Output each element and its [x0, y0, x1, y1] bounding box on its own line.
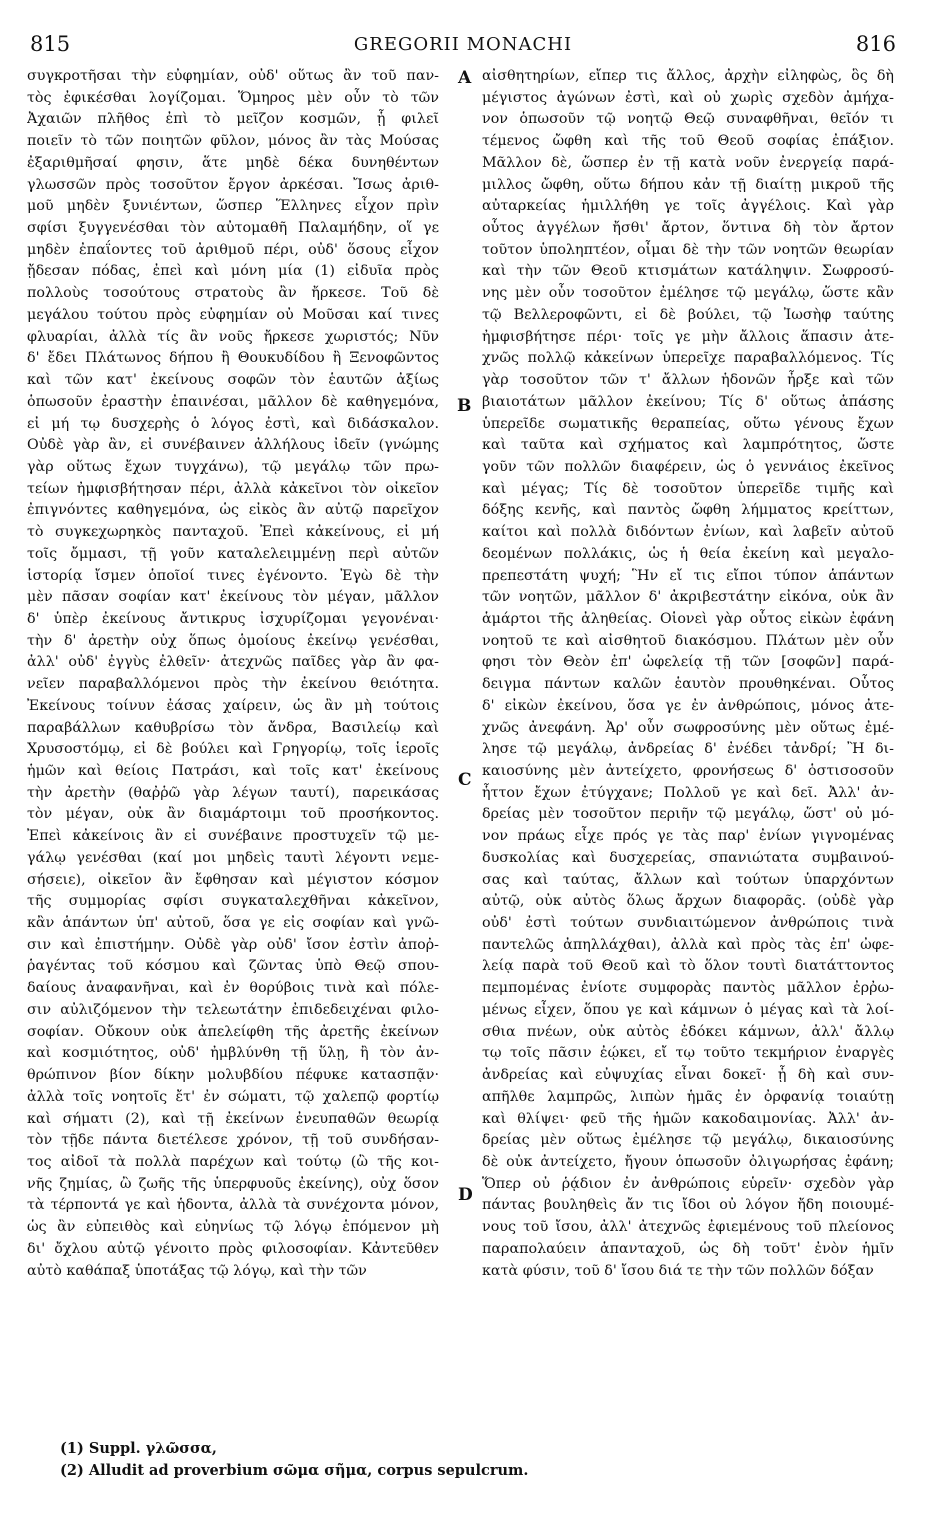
text-line: τος αἰδοῖ τὰ πολλὰ παρέχων καὶ τούτῳ (ὢ τῆς κοι-: [27, 1153, 439, 1170]
text-line: απῆλθε λαμπρῶς, λιπὼν ἡμᾶς ἐν ὀρφανίᾳ τοιαύτῃ: [482, 1088, 894, 1105]
text-line: αὐταρκείας ἡμιλλήθη γε τοῖς ἀγγέλοις. Καὶ γὰρ: [482, 198, 894, 215]
text-line: δαίους ἀναφανῆναι, καὶ ἐν θορύβοις τινὰ καὶ πόλε-: [27, 980, 439, 997]
text-line: μένως εἶχεν, ὅπου γε καὶ κάμνων ὁ μέγας καὶ τὰ λοί-: [482, 1001, 894, 1018]
text-line: καὶ τῶν κατ' ἐκείνους σοφῶν τὸν ἑαυτῶν ἀξίως: [27, 372, 439, 389]
text-line: αὐτῷ, οὐκ αὐτὸς ὅλως ἄρχων διαφορᾶς. (οὐδὲ γὰρ: [482, 893, 894, 910]
text-line: τὴν δ' ἀρετὴν οὐχ ὅπως ὁμοίους ἐκείνῳ γενέσθαι,: [27, 632, 439, 649]
text-line: καιοσύνης μὲν ἀντείχετο, φρονήσεως δ' ὁστισοσοῦν: [482, 763, 894, 779]
text-line: δεομένων πολλάκις, ὡς ἡ θεία ἐκείνη καὶ μεγαλο-: [482, 545, 894, 562]
text-line: ὁπωσοῦν ἐραστὴν ἐπαινέσαι, μᾶλλον δὲ καθηγεμόνα,: [27, 393, 439, 410]
text-line: μιλλος ὤφθη, οὕτω δήπου κἀν τῇ διαίτῃ μικροῦ τῆς: [482, 176, 894, 193]
page-header: [30, 32, 896, 60]
text-line: ἀνδρείας καὶ εὐψυχίας εἶναι δοκεῖ· ᾗ δὴ καὶ συν-: [482, 1067, 894, 1084]
text-line: καὶ τὴν τῶν Θεοῦ κτισμάτων κατάληψιν. Σωφροσύ-: [482, 263, 894, 280]
right-column: [482, 66, 894, 1282]
text-line: σιν καὶ ἐπιστήμην. Οὐδὲ γὰρ οὐδ' ἴσον ἐστὶν ἀποῤ-: [27, 936, 439, 953]
left-column: [27, 66, 439, 1282]
text-line: νεῖεν παραβαλλόμενοι πρὸς τὴν ἐκείνου θειότητα.: [27, 676, 439, 693]
text-line: σφίσι ξυγγενέσθαι τὸν αὐτομαθῆ Παλαμήδην, οἵ γε: [27, 220, 439, 237]
text-line: οὐδ' ἐστὶ τούτων συνδιαιτώμενον ἀνθρώποις τινὰ: [482, 915, 894, 932]
text-line: Οὐδὲ γὰρ ἂν, εἰ συνέβαινεν ἀλλήλους ἰδεῖν (γνώμης: [27, 437, 439, 454]
text-line: Ἐπεὶ κἀκείνοις ἂν εἰ συνέβαινε προστυχεῖν τῷ με-: [27, 828, 439, 845]
text-line: Ἐκείνους τοίνυν ἐάσας χαίρειν, ὡς ἂν μὴ τούτοις: [27, 697, 439, 714]
text-line: λείᾳ παρὰ τοῦ Θεοῦ καὶ τὸ ὅλον τουτὶ διατάττοντος: [482, 958, 894, 975]
text-line: καὶ θλίψει· φεῦ τῆς ἡμῶν κακοδαιμονίας. Ἀλλ' ἀν-: [482, 1110, 894, 1127]
text-line: αἰσθητηρίων, εἴπερ τις ἄλλος, ἀρχὴν εἰληφὼς, ὃς δὴ: [482, 68, 894, 84]
text-line: τὸς ἐφικέσθαι λογίζομαι. Ὅμηρος μὲν οὖν τὸ τῶν: [27, 89, 439, 106]
text-line: φησι τὸν Θεὸν ἐπ' ὠφελείᾳ τῇ τῶν [σοφῶν] παρά-: [482, 654, 894, 671]
text-line: ἀλλὰ τοῖς νοητοῖς ἔτ' ἐν σώματι, τῷ χαλεπῷ φορτίῳ: [27, 1088, 439, 1105]
text-line: πολλοὺς τοσούτους στρατοὺς ἂν ἤρκεσε. Τοῦ δὲ: [27, 285, 439, 302]
text-line: ποιεῖν τὸ τῶν ποιητῶν φῦλον, μόνος ἂν τὰς Μούσας: [27, 133, 439, 150]
text-line: πεμπομένας ἐνίοτε συμφορὰς παντὸς μᾶλλον ἐρῤω-: [482, 980, 894, 997]
text-line: καὶ ταῦτα καὶ σχήματος καὶ λαμπρότητος, ὥστε: [482, 437, 894, 454]
text-line: παντελῶς ἀπηλλάχθαι), ἀλλὰ καὶ πρὸς τὰς ἐπ' ὠφε-: [482, 936, 894, 953]
text-line: τῳ τοῖς πᾶσιν ἐῴκει, εἴ τῳ τοῦτο τεκμήριον ἐναργὲς: [482, 1045, 894, 1062]
text-line: ἱστορίᾳ ἴσμεν ὁποῖοί τινες ἐγένοντο. Ἐγὼ δὲ τὴν: [27, 567, 439, 584]
text-line: τὰ τέρποντά γε καὶ ἡδοντα, ἀλλὰ τὰ συνέχοντα μόνον,: [27, 1197, 439, 1214]
text-line: γλωσσῶν πρὸς τοσοῦτον ἔργον ἀρκέσαι. Ἴσως ἀριθ-: [27, 176, 439, 193]
text-line: εἰ μή τῳ δυσχερὴς ὁ λόγος ἐστὶ, καὶ διδάσκαλον.: [27, 415, 439, 432]
text-line: τέμενος ὤφθη καὶ τῆς τοῦ Θεοῦ σοφίας ἐπάξιον.: [482, 133, 894, 150]
text-line: παραπολαύειν ἁπανταχοῦ, ὡς δὴ τοῦτ' ἐνὸν ἡμῖν: [482, 1240, 894, 1257]
text-line: τὸν τῇδε πάντα διετέλεσε χρόνον, τῇ τοῦ συνδήσαν-: [27, 1132, 439, 1149]
page-number-left: 815: [30, 32, 71, 56]
text-line: φλυαρίαι, ἀλλὰ τίς ἂν νοῦς ἤρκεσε χωριστός; Νῦν: [27, 328, 439, 345]
text-line: ὡς ἂν εὐπειθὸς καὶ εὐηνίως τῷ λόγῳ ἑπόμενον μὴ: [27, 1219, 439, 1236]
footnote-2: (2) Alludit ad proverbium σῶμα σῆμα, corpus sepulcrum.: [60, 1462, 529, 1479]
text-line: λησε τῷ μεγάλῳ, ἀνδρείας δ' ἐνέδει τἀνδρί; Ἢ δι-: [482, 741, 894, 758]
text-line: καὶ μέγας; Τίς δὲ τοσοῦτον ὑπερεῖδε τιμῆς καὶ: [482, 480, 894, 497]
text-line: σιν αὐλιζόμενον τὴν τελεωτάτην ἐπιδεδειχέναι φιλο-: [27, 1001, 439, 1018]
text-line: νον ὁπωσοῦν τῷ νοητῷ Θεῷ συναφθῆναι, θεῖόν τι: [482, 111, 894, 128]
text-line: τῷ Βελλεροφῶντι, εἰ δὲ βούλει, τῷ Ἰωσὴφ ταύτης: [482, 306, 894, 323]
text-line: ἐπιγνόντες καθηγεμόνα, ὡς εἰκὸς ἂν αὐτῷ παρεῖχον: [27, 502, 439, 519]
text-line: γάλῳ γενέσθαι (καί μοι μηδεὶς ταυτὶ λέγοντι νεμε-: [27, 849, 439, 866]
text-line: νῆς ζημίας, ὢ ζωῆς τῆς ὑπερφυοῦς ἐκείνης), οὐχ ὅσον: [27, 1175, 439, 1192]
text-line: Χρυσοστόμῳ, εἰ δὲ βούλει καὶ Γρηγορίῳ, τοῖς ἱεροῖς: [27, 741, 439, 758]
text-line: πρεπεστάτη ψυχή; Ἣν εἴ τις εἴποι τύπον ἁπάντων: [482, 567, 894, 584]
page-number-right: 816: [855, 32, 896, 56]
section-marker-d: D: [458, 1185, 473, 1205]
text-line: δυσκολίας καὶ δυσχερείας, σπανιώτατα συμβαινού-: [482, 849, 894, 866]
text-line: καίτοι καὶ πολλὰ διδόντων ἐνίων, καὶ λαβεῖν αὐτοῦ: [482, 524, 894, 541]
text-line: δι' ὄχλου αὐτῷ γένοιτο πρὸς φιλοσοφίαν. Κἀντεῦθεν: [27, 1240, 439, 1257]
text-line: νον πράως εἶχε πρός γε τὰς παρ' ἐνίων γιγνομένας: [482, 828, 894, 845]
text-line: Ὅπερ οὐ ῥᾴδιον ἐν ἀνθρώποις εὑρεῖν· σχεδὸν γὰρ: [482, 1175, 894, 1192]
text-line: τοῦτον ὑποληπτέον, οἶμαι δὲ τὴν τῶν νοητῶν θεωρίαν: [482, 241, 894, 258]
text-line: ἧττον ἔχων ἐτύγχανε; Πολλοῦ γε καὶ δεῖ. Ἀλλ' ἀν-: [482, 784, 894, 801]
text-line: βιαιοτάτων μᾶλλον ἐκείνου; Τίς δ' οὕτως ἁπάσης: [482, 393, 894, 410]
text-line: παραβάλλων καθυβρίσω τὸν ἄνδρα, Βασιλείῳ καὶ: [27, 719, 439, 736]
text-line: γοῦν τῶν πολλῶν διαφέρειν, ὡς ὁ γεννάιος ἐκεῖνος: [482, 458, 894, 475]
text-line: δ' εἰκὼν ἐκείνου, ὅσα γε ἐν ἀνθρώποις, μόνος ἀτε-: [482, 697, 894, 714]
text-line: θρώπινον βίον δίκην μολυβδίου πέφυκε κατασπᾷν·: [27, 1067, 439, 1084]
text-line: συγκροτῆσαι τὴν εὐφημίαν, οὐδ' οὕτως ἂν τοῦ παν-: [27, 68, 439, 84]
text-line: δ' ἔδει Πλάτωνος δήπου ἢ Θουκυδίδου ἢ Ξενοφῶντος: [27, 350, 439, 367]
footnotes: [60, 1438, 760, 1482]
text-line: τὴν ἀρετὴν (θαῤῥῶ γὰρ λέγων ταυτί), παρεικάσας: [27, 784, 439, 801]
text-line: μοῦ μηδὲν ξυνιέντων, ὥσπερ Ἕλληνες εἶχον πρὶν: [27, 198, 439, 215]
text-line: κἂν ἁπάντων ὑπ' αὐτοῦ, ὅσα γε εἰς σοφίαν καὶ γνῶ-: [27, 915, 439, 932]
text-line: χνῶς ἀνεφάνη. Ἀρ' οὖν σωφροσύνης μὲν οὕτως ἐμέ-: [482, 719, 894, 736]
text-line: τὸν μέγαν, οὐκ ἂν διαμάρτοιμι τοῦ προσήκοντος.: [27, 806, 439, 823]
text-line: τῶν νοητῶν, μᾶλλον δ' ἀκριβεστάτην εἰκόνα, οὐκ ἂν: [482, 589, 894, 606]
text-line: ῥαγέντας τοῦ κόσμου καὶ ζῶντας ὑπὸ Θεῷ σπου-: [27, 958, 439, 975]
text-line: ἡμῶν καὶ θείοις Πατράσι, καὶ τοῖς κατ' ἐκείνους: [27, 763, 439, 779]
text-line: τῆς συμμορίας σφίσι συγκαταλεχθῆναι κἀκεῖνον,: [27, 893, 439, 910]
text-line: τὸ συγκεχωρηκὸς πανταχοῦ. Ἐπεὶ κἀκείνους, εἰ μή: [27, 524, 439, 541]
text-line: μεγάλου τούτου πρὸς εὐφημίαν οὐ Μοῦσαι καί τινες: [27, 306, 439, 323]
section-marker-a: A: [458, 68, 472, 88]
text-line: ἠμφισβήτησε πέρι· τοῖς γε μὴν ἄλλοις ἅπασιν ἀτε-: [482, 328, 894, 345]
text-line: πάντας βουληθεὶς ἄν τις ἴδοι οὐ λόγον ἤδη ποιουμέ-: [482, 1197, 894, 1214]
text-line: μηδὲν ἐπαΐοντες τοῦ ἀριθμοῦ πέρι, οὐδ' ὅσους εἶχον: [27, 241, 439, 258]
text-line: σήσειε), οἰκεῖον ἂν ἔφθησαν καὶ μέγιστον κόσμον: [27, 871, 439, 888]
text-line: ἀλλ' οὐδ' ἐγγὺς ἐλθεῖν· ἀτεχνῶς παῖδες γὰρ ἂν φα-: [27, 654, 439, 671]
text-line: νοητοῦ τε καὶ αἰσθητοῦ διακόσμου. Πλάτων μὲν οὖν: [482, 632, 894, 649]
text-line: ὑπερεῖδε σωματικῆς θεραπείας, οὕτω γένους ἔχων: [482, 415, 894, 432]
text-line: Μᾶλλον δὲ, ὥσπερ ἐν τῇ κατὰ νοῦν ἐνεργείᾳ παρά-: [482, 154, 894, 171]
text-line: νους τοῦ ἴσου, ἀλλ' ἀτεχνῶς ἐφιεμένους τοῦ πλείονος: [482, 1219, 894, 1236]
text-line: κατὰ φύσιν, τοῦ δ' ἴσου διά τε τὴν τῶν πολλῶν δόξαν: [482, 1262, 874, 1279]
text-line: τείων ἠμφισβήτησαν πέρι, ἀλλὰ κἀκεῖνοι τὸν οἰκεῖον: [27, 480, 439, 497]
text-line: σοφίαν. Οὔκουν οὐκ ἀπελείφθη τῆς ἀρετῆς ἐκείνων: [27, 1023, 439, 1040]
section-marker-b: B: [457, 396, 472, 416]
text-line: ἐξαριθμῆσαί φησιν, ἅτε μηδὲ δέκα δυνηθέντων: [27, 154, 439, 171]
text-line: ᾔδεσαν πόδας, ἐπεὶ καὶ μόνη μία (1) εἰδυῖα πρὸς: [27, 263, 439, 280]
text-line: καὶ κοσμιότητος, οὐδ' ἠμβλύνθη τῇ ὕλῃ, ἢ τὸν ἀν-: [27, 1045, 439, 1062]
text-line: ἁμάρτοι τῆς ἀληθείας. Οἱονεὶ γὰρ οὗτος εἰκὼν ἐφάνη: [482, 610, 894, 627]
text-line: δὲ οὐκ ἀντείχετο, ἤγουν ὁπωσοῦν ὀλιγωρήσας ἐφάνη;: [482, 1153, 894, 1170]
text-line: οὗτος ἀγγέλων ἤσθι' ἄρτον, ὅντινα δὴ τὸν ἄρτον: [482, 220, 894, 237]
text-line: Ἀχαιῶν πλῆθος ἐπὶ τὸ μεῖζον κοσμῶν, ᾗ φιλεῖ: [27, 111, 439, 128]
section-marker-c: C: [458, 770, 472, 790]
text-line: νης μὲν οὖν τοσοῦτον ἐμέλησε τῷ μεγάλῳ, ὥστε κἂν: [482, 285, 894, 302]
text-line: δ' ὑπὲρ ἐκείνους ἄντικρυς ἰσχυρίζομαι γεγονέναι·: [27, 610, 439, 627]
text-line: μὲν πᾶσαν σοφίαν κατ' ἐκείνους τὸν μέγαν, μᾶλλον: [27, 589, 439, 606]
footnote-1: (1) Suppl. γλῶσσα,: [60, 1440, 217, 1457]
text-line: δειγμα πάντων καλῶν ἑαυτὸν προυθηκέναι. Οὗτος: [482, 676, 894, 693]
text-line: σθια πνέων, οὐκ αὐτὸς ἐδόκει κάμνων, ἀλλ' ἄλλῳ: [482, 1023, 894, 1040]
text-line: μέγιστος ἀγώνων ἐστὶ, καὶ οὐ χωρὶς σχεδὸν ἀμήχα-: [482, 89, 894, 106]
text-line: αὐτὸ καθάπαξ ὑποτάξας τῷ λόγῳ, καὶ τὴν τῶν: [27, 1262, 367, 1279]
text-line: σας καὶ ταύτας, ἄλλων καὶ τούτων ὑπαρχόντων: [482, 871, 894, 888]
text-line: χνῶς πολλῷ κἀκείνων ὑπερεῖχε παραβαλλόμενος. Τίς: [482, 350, 894, 367]
text-line: καὶ σήματι (2), καὶ τῇ ἐκείνων ἐνευπαθῶν θεωρίᾳ: [27, 1110, 439, 1127]
text-line: γὰρ τοσοῦτον τῶν τ' ἄλλων ἡδονῶν ἦρξε καὶ τῶν: [482, 372, 894, 389]
text-line: δρείας μὲν οὕτως ἐμέλησε τῷ μεγάλῳ, δικαιοσύνης: [482, 1132, 894, 1149]
running-title: GREGORII MONACHI: [353, 34, 573, 55]
text-line: δόξης κενῆς, καὶ παντὸς ὤφθη λήμματος κρείττων,: [482, 502, 894, 519]
text-line: τοῖς ὄμμασι, τῇ γοῦν καταλελειμμένῃ περὶ αὐτῶν: [27, 545, 439, 562]
text-line: γὰρ οὕτως ἔχων τυγχάνω), τῷ μεγάλῳ τῶν πρω-: [27, 458, 439, 475]
text-line: δρείας μὲν τοσοῦτον περιῆν τῷ μεγάλῳ, ὥστ' οὐ μό-: [482, 806, 894, 823]
